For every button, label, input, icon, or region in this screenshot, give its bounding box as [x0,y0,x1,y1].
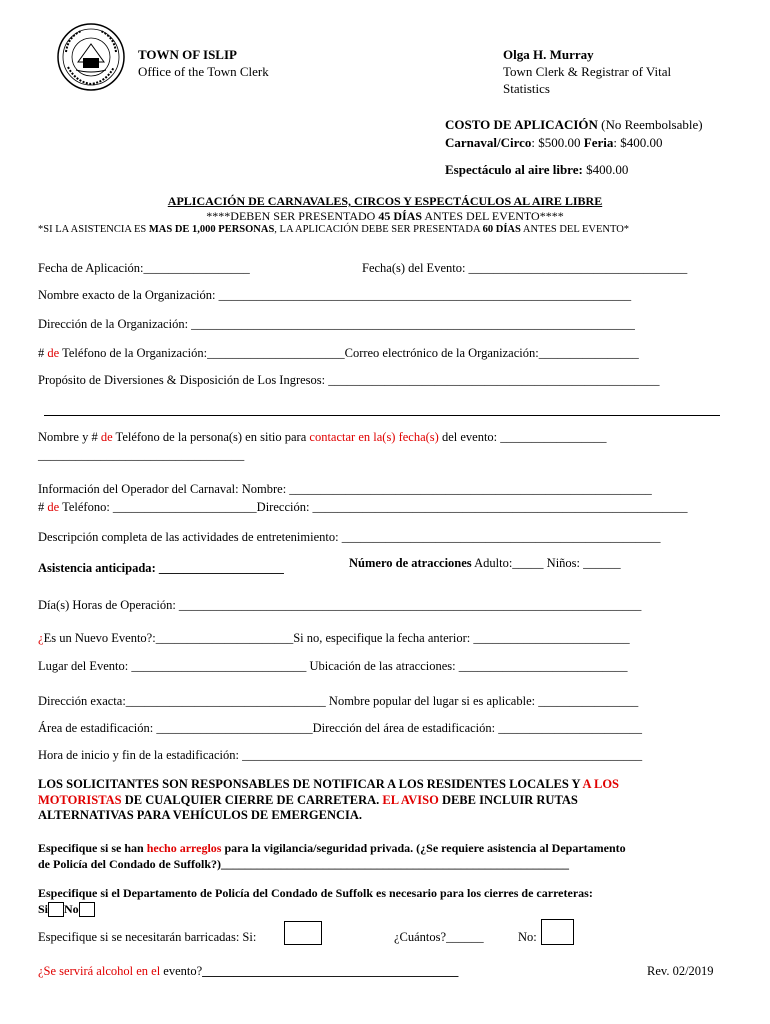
town-name: TOWN OF ISLIP [138,47,237,62]
descripcion-field[interactable]: Descripción completa de las actividades de entretenimiento: ___________________________________________________ [38,530,661,544]
notice-line2: MOTORISTAS DE CUALQUIER CIERRE DE CARRETERA. EL AVISO DEBE INCLUIR RUTAS [38,793,578,807]
area-estadificacion-field[interactable]: Área de estadificación: _________________________Dirección del área de estadificación: _______________________ [38,721,643,735]
form-title: APLICACIÓN DE CARNAVALES, CIRCOS Y ESPECTÁCULOS AL AIRE LIBRE [167,194,603,208]
direccion-exacta-field[interactable]: Dirección exacta:________________________________ Nombre popular del lugar si es aplicable: ________________ [38,694,639,708]
clerk-title-line1: Town Clerk & Registrar of Vital [503,64,672,79]
operador-nombre-field[interactable]: Información del Operador del Carnaval: Nombre: __________________________________________________________ [38,482,652,496]
notice-line1: LOS SOLICITANTES SON RESPONSABLES DE NOTIFICAR A LOS RESIDENTES LOCALES Y A LOS [38,777,619,791]
proposito-field[interactable]: Propósito de Diversiones & Disposición de Los Ingresos: _____________________________________________________ [38,373,660,387]
horas-operacion-field[interactable]: Día(s) Horas de Operación: __________________________________________________________________________ [38,598,642,612]
alcohol-field[interactable]: ¿Se servirá alcohol en el evento?_________________________________________ [38,964,459,978]
barricadas-cuantos-field[interactable]: ¿Cuántos?______ [394,930,484,944]
town-seal-logo [56,22,126,92]
nombre-organizacion-field[interactable]: Nombre exacto de la Organización: __________________________________________________________________ [38,288,632,302]
barricadas-no-label: No: [518,930,537,944]
office-name: Office of the Town Clerk [138,64,269,79]
lugar-ubicacion-field[interactable]: Lugar del Evento: ____________________________ Ubicación de las atracciones: ___________________________ [38,659,628,673]
asistencia-field[interactable]: Asistencia anticipada: ____________________ [38,561,284,575]
cost-carnaval: Carnaval/Circo: $500.00 Feria: $400.00 [445,135,663,150]
hora-estadificacion-field[interactable]: Hora de inicio y fin de la estadificación: ________________________________________________________________ [38,748,643,762]
clerk-title-line2: Statistics [503,81,550,96]
clerk-name: Olga H. Murray [503,47,594,62]
fecha-aplicacion-field[interactable]: Fecha de Aplicación:_________________ [38,261,250,275]
barricadas-label: Especifique si se necesitarán barricadas: Si: [38,930,257,944]
policia-choices: Si No [38,902,95,917]
revision-date: Rev. 02/2019 [647,964,714,978]
deadline-45: ****DEBEN SER PRESENTADO 45 DÍAS ANTES DEL EVENTO**** [206,209,564,223]
fechas-evento-field[interactable]: Fecha(s) del Evento: ___________________________________ [362,261,688,275]
telefono-correo-field[interactable]: # de Teléfono de la Organización:______________________Correo electrónico de la Organización:________________ [38,346,639,360]
barricadas-no-box[interactable] [541,919,574,945]
contacto-field[interactable]: Nombre y # de Teléfono de la persona(s) en sitio para contactar en la(s) fecha(s) del evento: _________________ [38,430,607,444]
cost-espectaculo: Espectáculo al aire libre: $400.00 [445,162,629,177]
direccion-organizacion-field[interactable]: Dirección de la Organización: _______________________________________________________________________ [38,317,635,331]
cost-heading: COSTO DE APLICACIÓN (No Reembolsable) [445,117,703,132]
policia-question: Especifique si el Departamento de Policía del Condado de Suffolk es necesario para los cierres de carreteras: [38,886,593,900]
deadline-60: *SI LA ASISTENCIA ES MAS DE 1,000 PERSONAS, LA APLICACIÓN DEBE SER PRESENTADA 60 DÍAS ANTES DEL EVENTO* [38,224,630,235]
contacto-field-line2[interactable]: _________________________________ [38,448,245,462]
notice-line3: ALTERNATIVAS PARA VEHÍCULOS DE EMERGENCIA. [38,808,363,822]
barricadas-si-box[interactable] [284,921,322,945]
operador-telefono-field[interactable]: # de Teléfono: _______________________Dirección: ____________________________________________________________ [38,500,688,514]
policia-no-checkbox[interactable] [79,902,95,917]
atracciones-field[interactable]: Número de atracciones Adulto:_____ Niños: ______ [349,556,621,570]
seguridad-field-line2[interactable]: de Policía del Condado de Suffolk?)__________________________________________________________ [38,857,570,871]
separator-line [44,415,720,416]
nuevo-evento-field[interactable]: ¿Es un Nuevo Evento?:______________________Si no, especifique la fecha anterior: _________________________ [38,631,630,645]
policia-si-checkbox[interactable] [48,902,64,917]
seguridad-field[interactable]: Especifique si se han hecho arreglos para la vigilancia/seguridad privada. (¿Se requiere asistencia al Departamento [38,841,626,855]
